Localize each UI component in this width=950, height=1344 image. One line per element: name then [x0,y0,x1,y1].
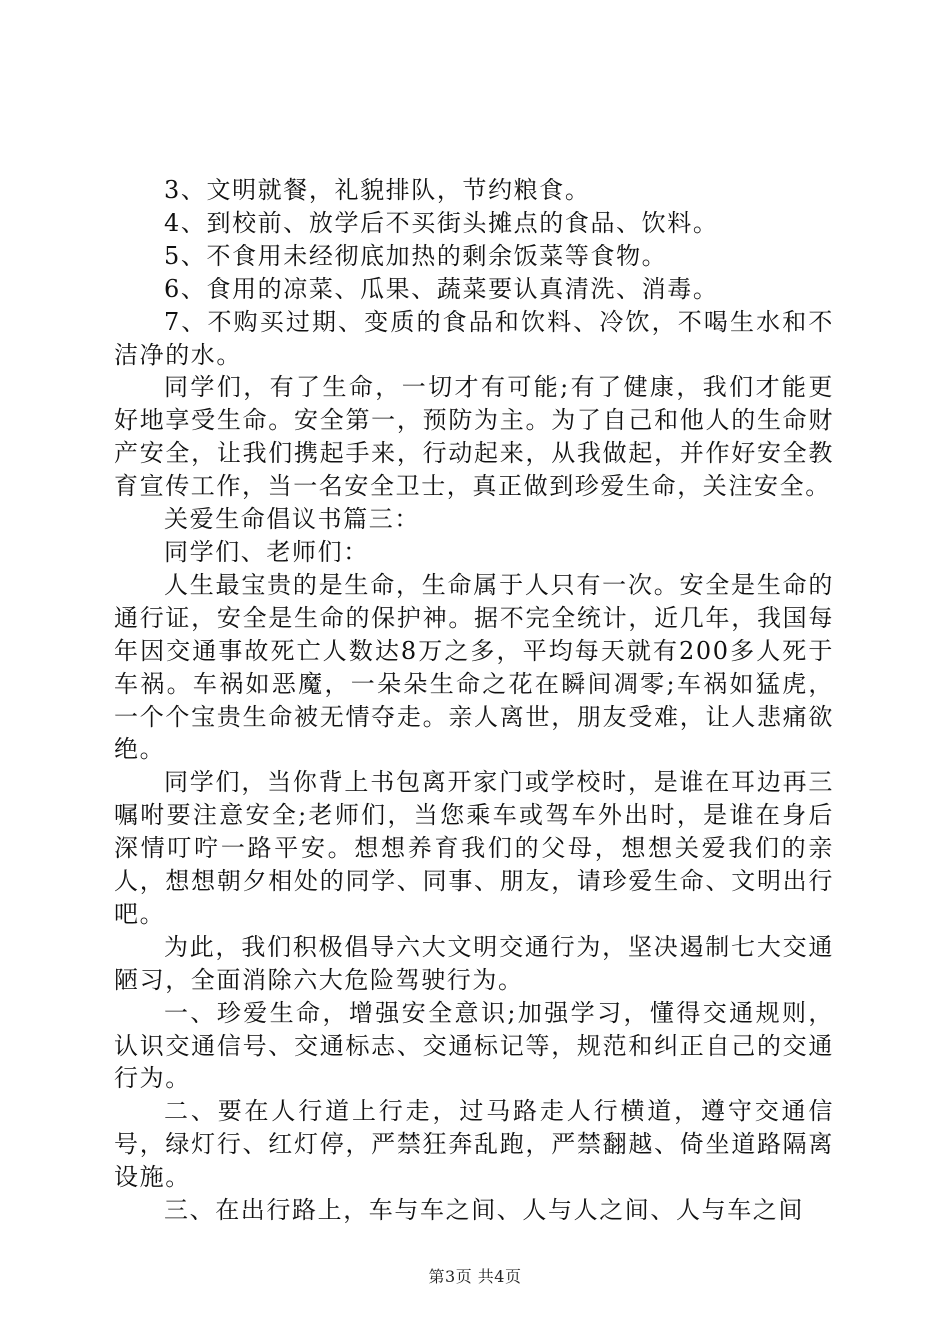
document-body [114,174,834,1227]
paragraph-13: 二、要在人行道上行走，过马路走人行横道，遵守交通信号，绿灯行、红灯停，严禁狂奔乱跑，严禁翻越、倚坐道路隔离设施。 [114,1097,834,1192]
section-heading: 关爱生命倡议书篇三： [164,505,420,534]
paragraph-10: 同学们，当你背上书包离开家门或学校时，是谁在耳边再三嘱咐要注意安全;老师们，当您乘车或驾车外出时，是谁在身后深情叮咛一路平安。想想养育我们的父母，想想关爱我们的亲人，想想朝夕相处的同学、同事、朋友，请珍爱生命、文明出行吧。 [114,768,834,928]
paragraph-1: 3、文明就餐，礼貌排队，节约粮食。 [164,176,591,204]
paragraph-2: 4、到校前、放学后不买街头摊点的食品、饮料。 [164,208,719,237]
paragraph-5: 7、不购买过期、变质的食品和饮料、冷饮，不喝生水和不洁净的水。 [114,307,834,369]
salutation: 同学们、老师们： [164,537,369,566]
paragraph-11: 为此，我们积极倡导六大文明交通行为，坚决遏制七大交通陋习，全面消除六大危险驾驶行为。 [114,932,834,994]
page-footer: 第3页 共4页 [428,1267,522,1286]
paragraph-3: 5、不食用未经彻底加热的剩余饭菜等食物。 [164,241,668,270]
paragraph-6: 同学们，有了生命，一切才有可能;有了健康，我们才能更好地享受生命。安全第一，预防为主。为了自己和他人的生命财产安全，让我们携起手来，行动起来，从我做起，并作好安全教育宣传工作，当一名安全卫士，真正做到珍爱生命，关注安全。 [114,373,834,501]
paragraph-4: 6、食用的凉菜、瓜果、蔬菜要认真清洗、消毒。 [164,274,719,303]
paragraph-12: 一、珍爱生命，增强安全意识;加强学习，懂得交通规则，认识交通信号、交通标志、交通标记等，规范和纠正自己的交通行为。 [114,998,834,1093]
paragraph-9: 人生最宝贵的是生命，生命属于人只有一次。安全是生命的通行证，安全是生命的保护神。据不完全统计，近几年，我国每年因交通事故死亡人数达8万之多，平均每天就有200多人死于车祸。车祸如恶魔，一朵朵生命之花在瞬间凋零;车祸如猛虎，一个个宝贵生命被无情夺走。亲人离世，朋友受难，让人悲痛欲绝。 [114,570,834,764]
paragraph-14: 三、在出行路上，车与车之间、人与人之间、人与车之间 [164,1196,804,1225]
